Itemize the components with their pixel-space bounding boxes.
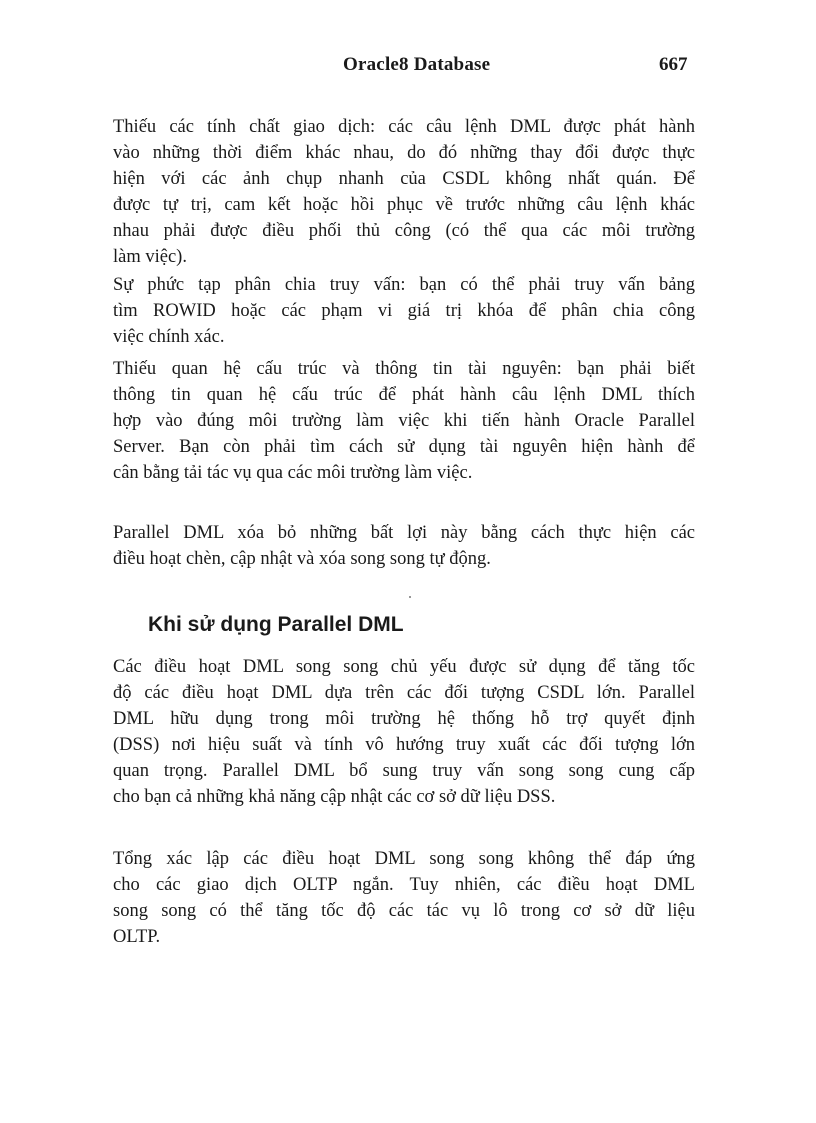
text-line: OLTP. <box>113 927 161 947</box>
text-line: cân bằng tải tác vụ qua các môi trường làm việc. <box>113 463 473 483</box>
text-line: quan trọng. Parallel DML bổ sung truy vấn song song cung cấp <box>113 761 695 781</box>
header-title: Oracle8 Database <box>343 54 491 75</box>
text-line: hiện với các ảnh chụp nhanh của CSDL không nhất quán. Để <box>113 169 695 189</box>
text-line: song song có thể tăng tốc độ các tác vụ lô trong cơ sở dữ liệu <box>113 901 695 921</box>
text-line: vào những thời điểm khác nhau, do đó những thay đổi được thực <box>113 143 695 163</box>
running-header <box>0 54 816 84</box>
text-line: Thiếu các tính chất giao dịch: các câu lệnh DML được phát hành <box>113 117 695 137</box>
text-line: cho bạn cả những khả năng cập nhật các cơ sở dữ liệu DSS. <box>113 787 556 807</box>
text-line: nhau phải được điều phối thủ công (có thể qua các môi trường <box>113 221 695 241</box>
text-line: DML hữu dụng trong môi trường hệ thống hỗ trợ quyết định <box>113 709 695 729</box>
text-line: cho các giao dịch OLTP ngắn. Tuy nhiên, các điều hoạt DML <box>113 875 695 895</box>
text-line: Sự phức tạp phân chia truy vấn: bạn có thể phải truy vấn bảng <box>113 275 695 295</box>
text-line: độ các điều hoạt DML dựa trên các đối tượng CSDL lớn. Parallel <box>113 683 695 703</box>
text-line: tìm ROWID hoặc các phạm vi giá trị khóa để phân chia công <box>113 301 695 321</box>
text-line: Parallel DML xóa bỏ những bất lợi này bằng cách thực hiện các <box>113 523 695 543</box>
text-line: thông tin quan hệ cấu trúc để phát hành câu lệnh DML thích <box>113 385 695 405</box>
section-heading: Khi sử dụng Parallel DML <box>148 613 404 636</box>
scan-speck <box>409 596 411 598</box>
text-line: làm việc). <box>113 247 187 267</box>
text-line: (DSS) nơi hiệu suất và tính vô hướng truy xuất các đối tượng lớn <box>113 735 695 755</box>
text-line: Tổng xác lập các điều hoạt DML song song không thể đáp ứng <box>113 849 695 869</box>
text-line: điều hoạt chèn, cập nhật và xóa song song tự động. <box>113 549 491 569</box>
page-number: 667 <box>659 54 688 75</box>
text-line: Server. Bạn còn phải tìm cách sử dụng tài nguyên hiện hành để <box>113 437 695 457</box>
text-line: việc chính xác. <box>113 327 225 347</box>
text-line: hợp vào đúng môi trường làm việc khi tiến hành Oracle Parallel <box>113 411 695 431</box>
text-line: được tự trị, cam kết hoặc hồi phục về trước những câu lệnh khác <box>113 195 695 215</box>
text-line: Các điều hoạt DML song song chủ yếu được sử dụng để tăng tốc <box>113 657 695 677</box>
text-line: Thiếu quan hệ cấu trúc và thông tin tài nguyên: bạn phải biết <box>113 359 695 379</box>
